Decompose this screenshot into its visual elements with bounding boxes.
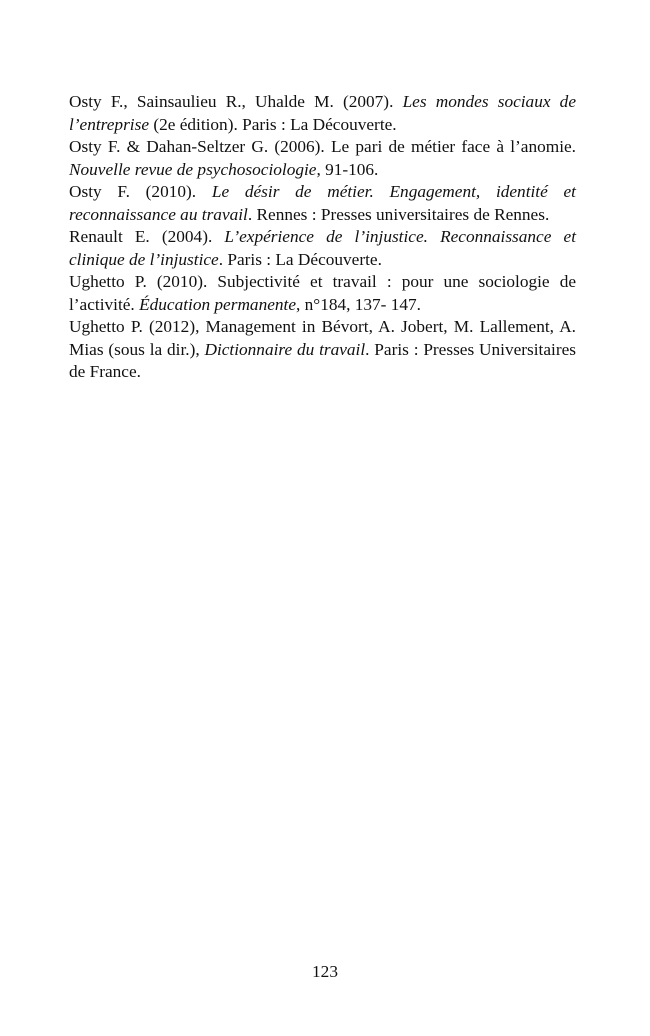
reference-publication-details: (2e édition). Paris : La Découverte.: [149, 114, 397, 134]
reference-publication-details: , 91-106.: [316, 159, 379, 179]
reference-authors-year: Renault E. (2004).: [69, 227, 225, 246]
reference-authors-year: Osty F. (2010).: [69, 182, 212, 201]
reference-publication-details: . Rennes : Presses universitaires de Rennes.: [247, 204, 550, 224]
reference-publication-details: . Paris : Presses Universitaires de France.: [69, 339, 576, 381]
reference-title: Les mondes sociaux de l’entreprise: [69, 92, 576, 134]
reference-authors-year: Ughetto P. (2010). Subjectivité et travail : pour une sociologie de l’activité.: [69, 272, 576, 314]
reference-authors-year: Ughetto P. (2012), Management in Bévort, A. Jobert, M. Lallement, A. Mias (sous la dir.),: [69, 317, 576, 359]
reference-title: Le désir de métier. Engagement, identité et reconnaissance au travail: [69, 182, 576, 224]
reference-publication-details: , n°184, 137- 147.: [296, 294, 421, 314]
bibliography-list: [69, 91, 576, 384]
reference-entry: [69, 136, 576, 181]
reference-entry: [69, 91, 576, 136]
reference-title: L’expérience de l’injustice. Reconnaissance et clinique de l’injustice: [69, 227, 576, 269]
reference-entry: [69, 271, 576, 316]
reference-title: Nouvelle revue de psychosociologie: [69, 159, 317, 179]
reference-authors-year: Osty F., Sainsaulieu R., Uhalde M. (2007).: [69, 92, 403, 111]
reference-entry: [69, 316, 576, 384]
reference-authors-year: Osty F. & Dahan-Seltzer G. (2006). Le pari de métier face à l’anomie.: [69, 137, 576, 156]
page-number: 123: [312, 962, 338, 981]
reference-title: Éducation permanente: [139, 294, 296, 314]
reference-entry: [69, 181, 576, 226]
reference-title: Dictionnaire du travail: [204, 339, 366, 359]
reference-entry: [69, 226, 576, 271]
reference-publication-details: . Paris : La Découverte.: [218, 249, 382, 269]
